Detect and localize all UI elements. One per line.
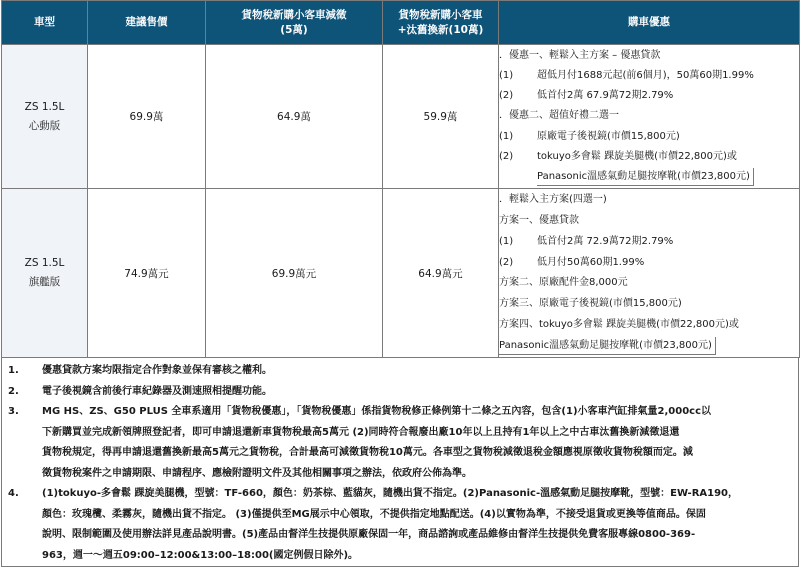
- offer-text: ．優惠二、超值好禮二選一: [499, 110, 619, 122]
- note-item: [2, 361, 798, 382]
- tax-5-price-cell: 64.9萬: [206, 45, 383, 189]
- offer-number: (2): [499, 256, 514, 268]
- note-line: 貨物稅規定，得再申請退還舊換新最高5萬元之貨物稅，合計最高可減徵貨物稅10萬元。各車型之貨物稅減徵退稅金額應視原徵收貨物稅額而定。減: [42, 447, 693, 458]
- offer-text: tokuyo多會鬆 踝旋美腿機(市價22,800元)或: [537, 151, 737, 163]
- offer-line: [499, 86, 799, 106]
- header-msrp: 建議售價: [88, 1, 206, 45]
- model-cell: [2, 45, 88, 189]
- offer-line: [499, 167, 799, 187]
- note-line: MG HS、ZS、G50 PLUS 全車系適用「貨物稅優惠」，「貨物稅優惠」係指貨物稅修正條例第十二條之五內容，包含(1)小客車汽缸排氣量2,000cc以: [42, 406, 712, 417]
- note-line: 下新購買並完成新領牌照登記者，即可申請退還新車貨物稅最高5萬元 (2)同時符合報廢出廠10年以上且持有1年以上之中古車汰舊換新減徵退還: [42, 426, 680, 438]
- offer-line: [499, 127, 799, 147]
- offer-number: (2): [499, 151, 514, 163]
- offer-text: 方案二、原廠配件金8,000元: [499, 277, 628, 289]
- offer-line: [499, 66, 799, 86]
- header-offers: 購車優惠: [499, 1, 800, 45]
- note-item: [2, 402, 798, 484]
- note-number: 3.: [8, 406, 19, 417]
- offer-line: [499, 147, 799, 167]
- offer-number: (1): [499, 130, 514, 142]
- offer-line: [499, 190, 799, 211]
- note-number: 2.: [8, 385, 19, 397]
- offer-text: 方案四、tokuyo多會鬆 踝旋美腿機(市價22,800元)或: [499, 318, 739, 330]
- header-tax-5: [206, 1, 383, 45]
- offer-line: [499, 252, 799, 273]
- header-tax-10-line2: +汰舊換新(10萬): [397, 23, 484, 36]
- pricing-table: [1, 0, 800, 358]
- model-trim: 心動版: [28, 119, 61, 132]
- offer-text: Panasonic溫感氣動足腿按摩靴(市價23,800元): [537, 168, 754, 186]
- tax-10-price-cell: 59.9萬: [383, 45, 499, 189]
- table-row: [2, 45, 800, 189]
- offer-line: [499, 273, 799, 294]
- header-tax-5-line2: (5萬): [280, 23, 308, 36]
- notes-section: [1, 358, 799, 567]
- offer-number: (1): [499, 235, 514, 247]
- note-number: 1.: [8, 365, 19, 376]
- offer-text: Panasonic溫感氣動足腿按摩靴(市價23,800元): [499, 337, 716, 355]
- offer-text: 方案一、優惠貸款: [499, 215, 579, 226]
- offer-line: [499, 231, 799, 252]
- offer-line: [499, 315, 799, 336]
- note-line: 顏色：玫瑰欖、柔霧灰，隨機出貨不指定。 (3)僅提供至MG展示中心領取，不提供指定地點配送。(4)以實物為準，不接受退貨或更換等值商品。保固: [42, 508, 706, 520]
- offers-cell: [499, 45, 800, 189]
- offer-line: [499, 211, 799, 232]
- tax-10-price-cell: 64.9萬元: [383, 189, 499, 358]
- offer-line: [499, 335, 799, 356]
- note-text: [42, 382, 798, 403]
- note-line: 徵貨物稅案件之申請期限、申請程序、應檢附證明文件及其他相關事項之辦法，依政府公佈為準。: [42, 467, 472, 479]
- header-model: 車型: [2, 1, 88, 45]
- msrp-cell: 69.9萬: [88, 45, 206, 189]
- offer-line: [499, 106, 799, 126]
- note-text: [42, 402, 798, 484]
- offer-text: 低月付50萬60期1.99%: [537, 256, 645, 268]
- model-name: ZS 1.5L: [24, 257, 65, 269]
- offer-text: ．優惠一、輕鬆入主方案 – 優惠貸款: [499, 49, 661, 61]
- offer-number: (2): [499, 90, 514, 102]
- offer-line: [499, 45, 799, 65]
- header-tax-10-line1: 貨物稅新購小客車: [398, 8, 483, 21]
- note-text: [42, 484, 798, 566]
- header-tax-10: [383, 1, 499, 45]
- offer-text: ．輕鬆入主方案(四選一): [499, 194, 607, 206]
- offer-line: [499, 294, 799, 315]
- model-trim: 旗艦版: [28, 276, 61, 288]
- offer-text: 超低月付1688元起(前6個月)，50萬60期1.99%: [537, 69, 754, 81]
- tax-5-price-cell: 69.9萬元: [206, 189, 383, 358]
- note-line: 電子後視鏡含前後行車紀錄器及測速照相提醒功能。: [42, 385, 272, 397]
- offer-text: 低首付2萬 67.9萬72期2.79%: [537, 90, 674, 102]
- note-line: 963，週一～週五09:00–12:00&13:00–18:00(國定例假日除外)。: [42, 549, 359, 561]
- offer-text: 低首付2萬 72.9萬72期2.79%: [537, 235, 674, 247]
- header-tax-5-line1: 貨物稅新購小客車減徵: [241, 8, 347, 21]
- note-text: [42, 361, 798, 382]
- model-name: ZS 1.5L: [24, 100, 65, 113]
- offer-text: 方案三、原廠電子後視鏡(市價15,800元): [499, 298, 682, 310]
- offers-cell: [499, 189, 800, 358]
- note-line: 優惠貸款方案均限指定合作對象並保有審核之權利。: [42, 365, 272, 376]
- note-line: 說明、限制範圍及使用辦法詳見產品說明書。(5)產品由督洋生技提供原廠保固一年，商品諮詢或產品維修由督洋生技提供免費客服專線0800-369-: [42, 529, 696, 540]
- msrp-cell: 74.9萬元: [88, 189, 206, 358]
- table-row: [2, 189, 800, 358]
- model-cell: [2, 189, 88, 358]
- offer-number: (1): [499, 69, 514, 81]
- note-item: [2, 484, 798, 566]
- table-header-row: [2, 1, 800, 45]
- note-item: [2, 382, 798, 403]
- offer-text: 原廠電子後視鏡(市價15,800元): [537, 130, 680, 142]
- note-number: 4.: [8, 488, 19, 499]
- note-line: (1)tokuyo-多會鬆 踝旋美腿機，型號：TF-660，顏色：奶茶棕、藍貓灰，隨機出貨不指定。(2)Panasonic-溫感氣動足腿按摩靴，型號：EW-RA190，: [42, 488, 739, 499]
